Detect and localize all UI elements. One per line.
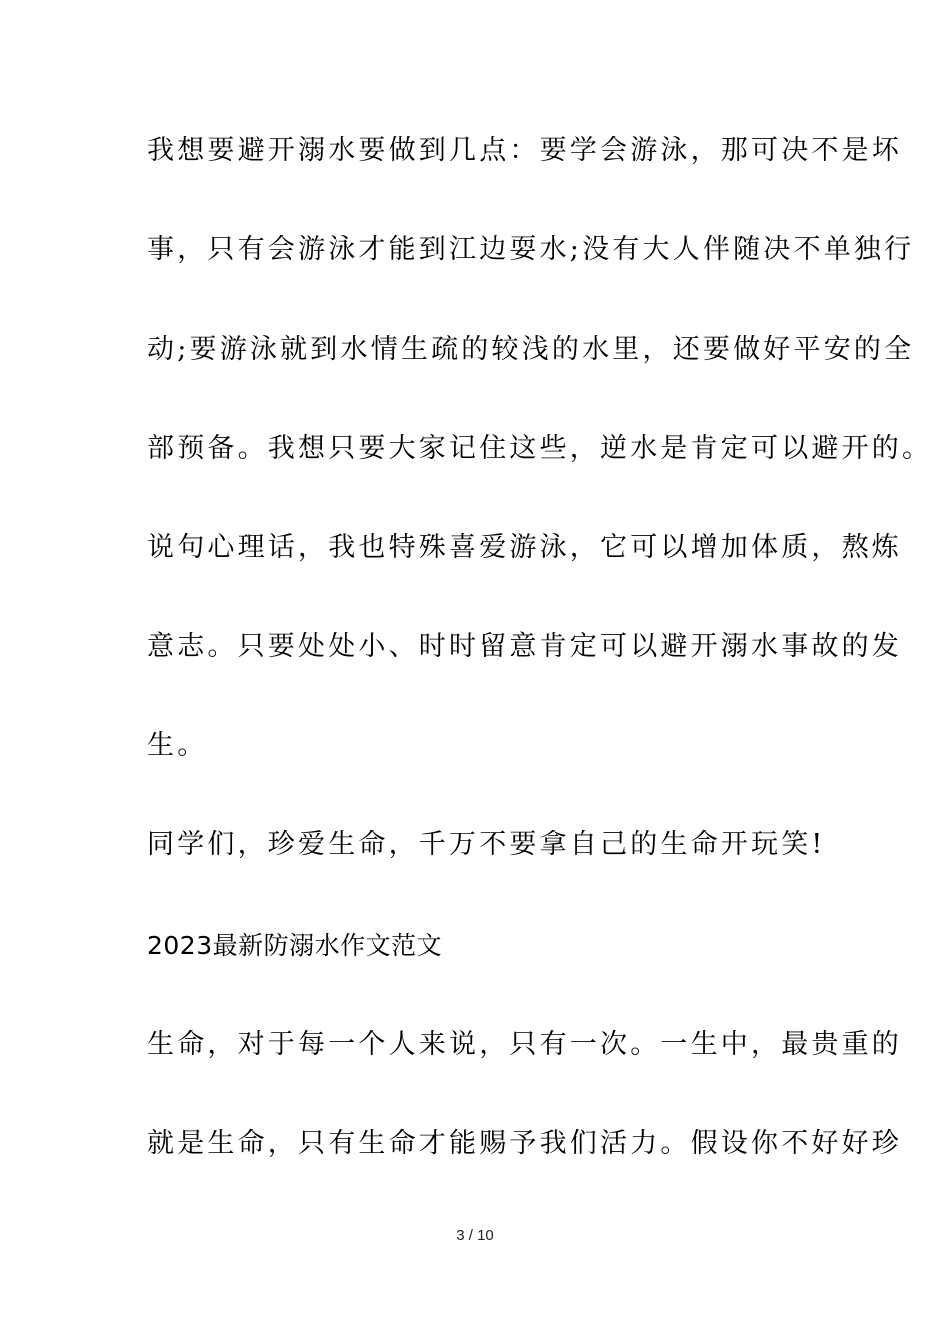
paragraph-4-line-2: 就是生命，只有生命才能赐予我们活力。假设你不好好珍 [147, 1128, 902, 1159]
section-title: 2023最新防溺水作文范文 [147, 931, 443, 960]
paragraph-4-line-1: 生命，对于每一个人来说，只有一次。一生中，最贵重的 [147, 1029, 902, 1060]
paragraph-2-line-1: 说句心理话，我也特殊喜爱游泳，它可以增加体质，熬炼 [147, 532, 902, 563]
paragraph-1-line-1: 我想要避开溺水要做到几点：要学会游泳，那可决不是坏 [147, 135, 902, 166]
paragraph-3-line-1: 同学们，珍爱生命，千万不要拿自己的生命开玩笑! [147, 829, 826, 860]
paragraph-1-line-2: 事，只有会游泳才能到江边耍水;没有大人伴随决不单独行 [147, 234, 915, 265]
paragraph-2-line-3: 生。 [147, 730, 208, 761]
paragraph-1-line-3: 动;要游泳就到水情生疏的较浅的水里，还要做好平安的全 [147, 334, 915, 365]
paragraph-1-line-4: 部预备。我想只要大家记住这些，逆水是肯定可以避开的。 [147, 433, 933, 464]
paragraph-2-line-2: 意志。只要处处小、时时留意肯定可以避开溺水事故的发 [147, 631, 902, 662]
page-number: 3 / 10 [456, 1227, 494, 1244]
